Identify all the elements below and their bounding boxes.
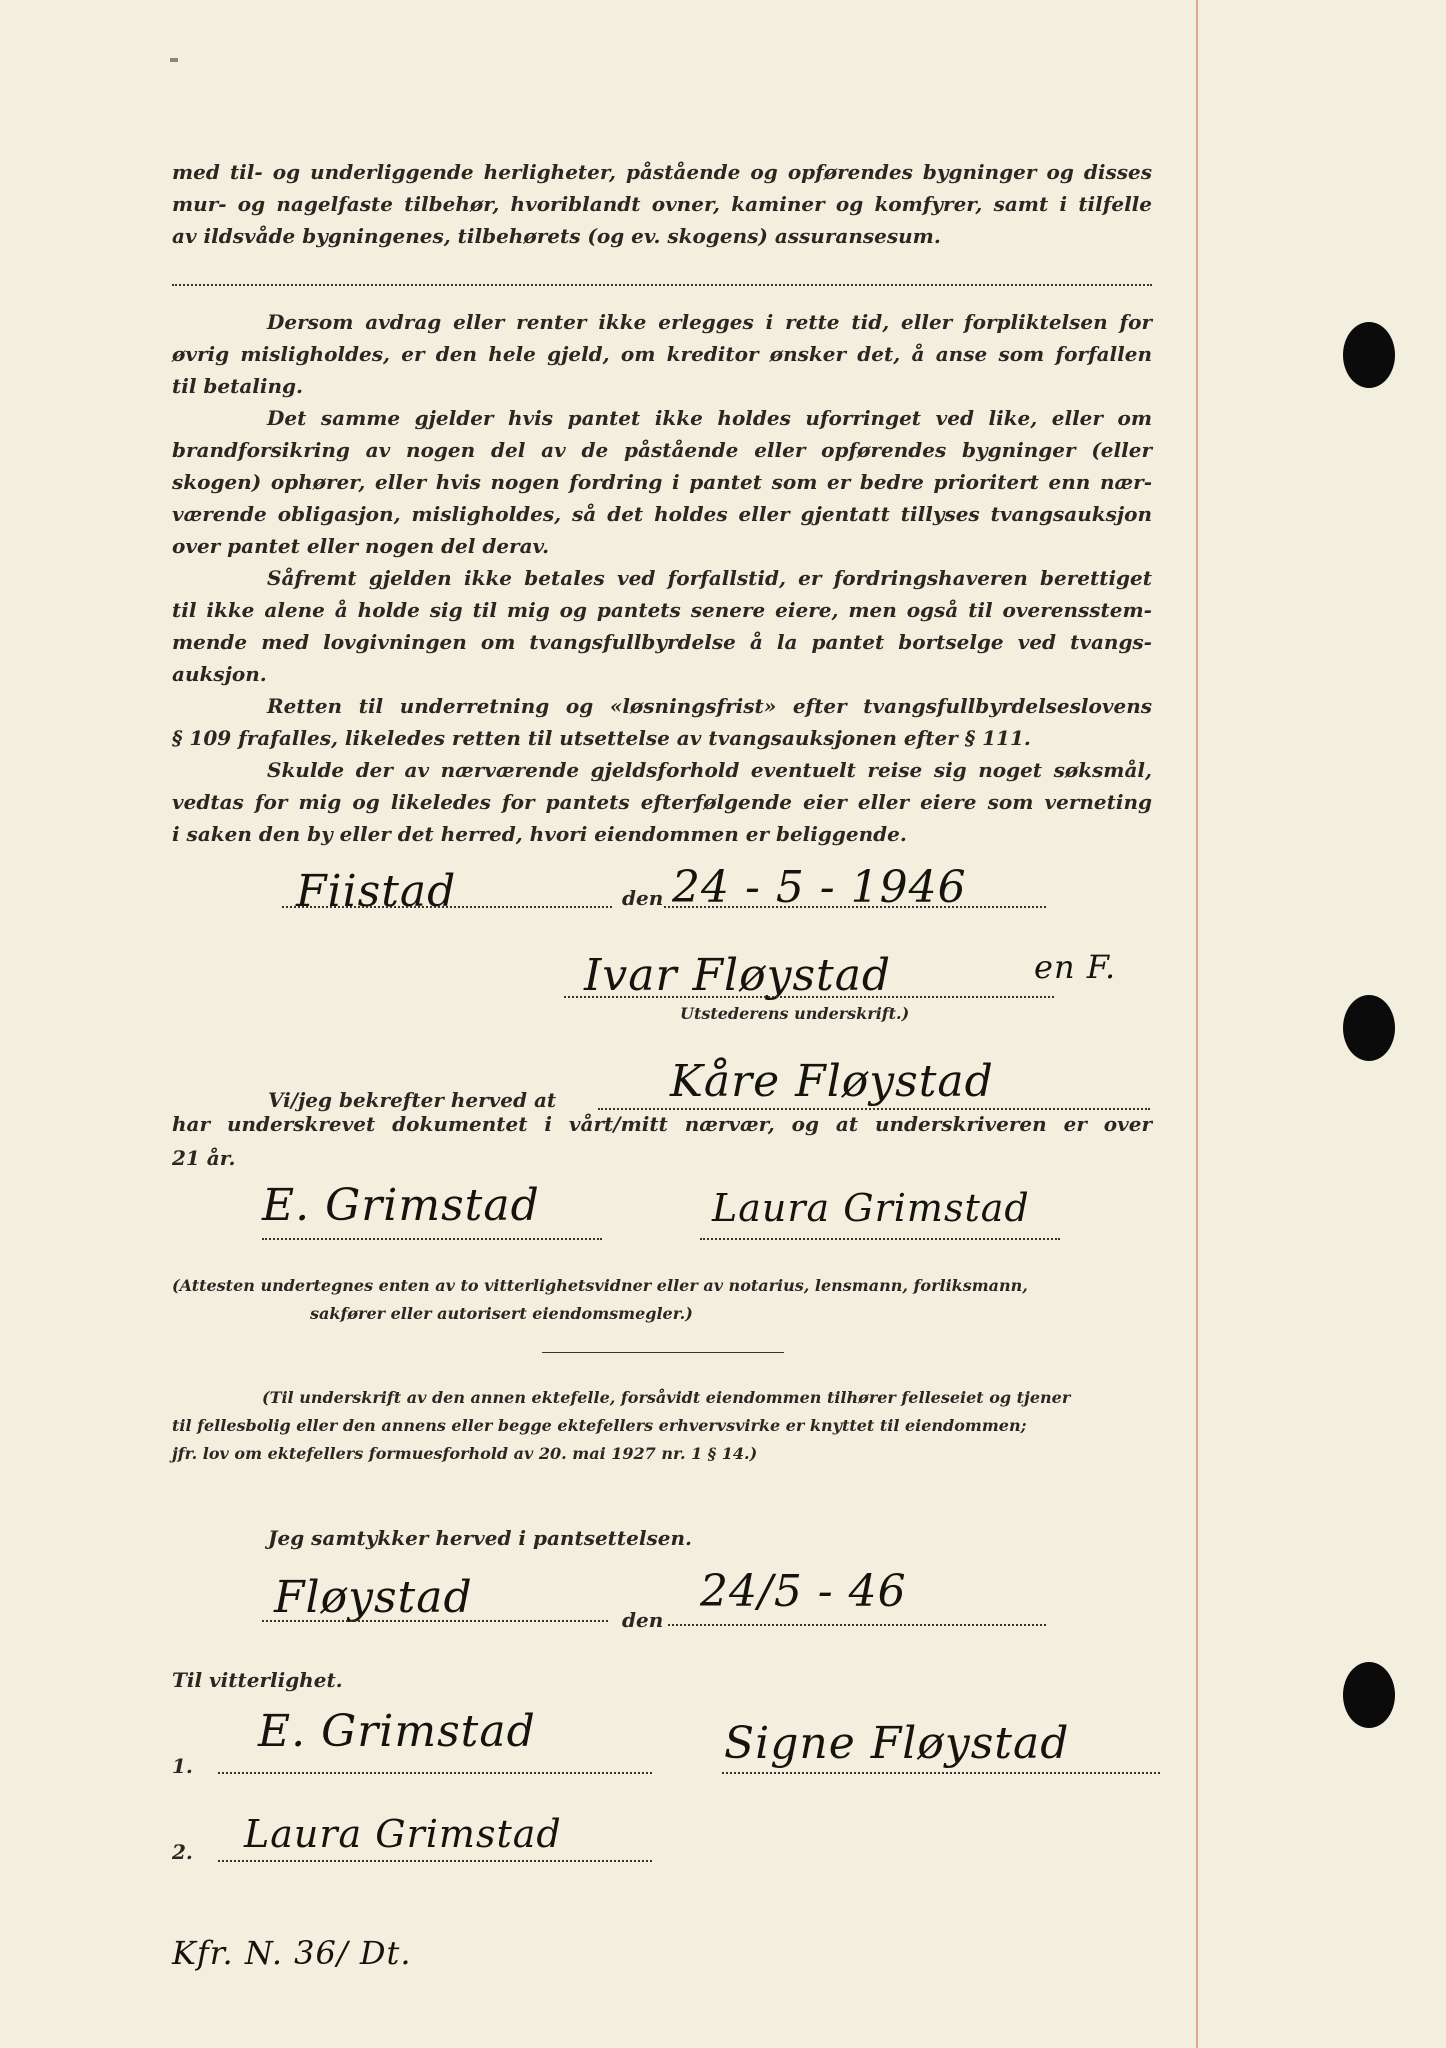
p3-line-1: Såfremt gjelden ikke betales ved forfallstid, er fordringshaveren berettiget <box>267 566 1152 590</box>
witness-1-dots <box>262 1238 602 1240</box>
punch-hole-middle <box>1343 995 1395 1061</box>
date-dots <box>664 906 1046 908</box>
p5-line-3: i saken den by eller det herred, hvori eiendommen er beliggende. <box>172 822 907 846</box>
p3-line-3: mende med lovgivningen om tvangsfullbyrdelse å la pantet bortselge ved tvangs- <box>172 630 1152 654</box>
spouse-note-3: jfr. lov om ektefellers formuesforhold av 20. mai 1927 nr. 1 § 14.) <box>172 1444 758 1463</box>
spouse-signature: Signe Fløystad <box>724 1718 1070 1769</box>
p3-line-2: til ikke alene å holde sig til mig og pantets senere eiere, men også til overensstem- <box>172 598 1152 622</box>
issuer-signature: Ivar Fløystad <box>584 950 892 1001</box>
den-label: den <box>622 886 664 910</box>
p2-line-4: værende obligasjon, misligholdes, så det holdes eller gjentatt tillyses tvangsauksjon <box>172 502 1152 526</box>
spouse-place-dots <box>262 1620 608 1622</box>
p1-line-1: Dersom avdrag eller renter ikke erlegges i rette tid, eller forpliktelsen for <box>267 310 1152 334</box>
separator-dots <box>172 284 1152 286</box>
attest-line-1: Vi/jeg bekrefter herved at <box>268 1088 557 1112</box>
margin-rule <box>1196 0 1198 2048</box>
signature-caption: Utstederens underskrift.) <box>680 1004 910 1023</box>
punch-hole-bottom <box>1343 1662 1395 1728</box>
spouse-witness-1-signature: E. Grimstad <box>258 1706 536 1757</box>
signature-dots <box>564 996 1054 998</box>
intro-line-2: mur- og nagelfaste tilbehør, hvoriblandt ovner, kaminer og komfyrer, samt i tilfelle <box>172 192 1152 216</box>
place-dots <box>282 906 612 908</box>
witness-number-1: 1. <box>172 1754 193 1778</box>
p2-line-5: over pantet eller nogen del derav. <box>172 534 550 558</box>
p4-line-2: § 109 frafalles, likeledes retten til utsettelse av tvangsauksjonen efter § 111. <box>172 726 1031 750</box>
spouse-witness-1-dots <box>218 1772 652 1774</box>
spouse-witness-2-signature: Laura Grimstad <box>244 1812 562 1856</box>
issue-date-handwritten: 24 - 5 - 1946 <box>672 862 967 913</box>
punch-hole-top <box>1343 322 1395 388</box>
p5-line-1: Skulde der av nærværende gjeldsforhold eventuelt reise sig noget søksmål, <box>267 758 1152 782</box>
spouse-place-handwritten: Fløystad <box>274 1572 473 1623</box>
edge-mark <box>170 58 178 62</box>
attest-note-2: sakfører eller autorisert eiendomsmegler.) <box>310 1304 693 1323</box>
confirmed-name-handwritten: Kåre Fløystad <box>670 1056 994 1107</box>
p4-line-1: Retten til underretning og «løsningsfrist» efter tvangsfullbyrdelseslovens <box>267 694 1152 718</box>
p3-line-4: auksjon. <box>172 662 267 686</box>
witness-2-dots <box>700 1238 1060 1240</box>
section-rule <box>542 1352 784 1353</box>
issuer-signature-suffix: en F. <box>1034 948 1117 986</box>
witness-number-2: 2. <box>172 1840 193 1864</box>
attest-witness-2-signature: Laura Grimstad <box>712 1186 1030 1230</box>
p1-line-2: øvrig misligholdes, er den hele gjeld, om kreditor ønsker det, å anse som forfallen <box>172 342 1152 366</box>
p5-line-2: vedtas for mig og likeledes for pantets efterfølgende eier eller eiere som verneting <box>172 790 1152 814</box>
issue-place-handwritten: Fiistad <box>296 866 457 917</box>
attest-note-1: (Attesten undertegnes enten av to vitterlighetsvidner eller av notarius, lensmann, forliksmann, <box>172 1276 1028 1295</box>
spouse-date-handwritten: 24/5 - 46 <box>700 1566 907 1617</box>
attest-line-3: 21 år. <box>172 1146 236 1170</box>
p2-line-1: Det samme gjelder hvis pantet ikke holdes uforringet ved like, eller om <box>267 406 1152 430</box>
spouse-date-dots <box>668 1624 1046 1626</box>
spouse-note-1: (Til underskrift av den annen ektefelle, forsåvidt eiendommen tilhører felleseiet og tjener <box>262 1388 1071 1407</box>
p2-line-3: skogen) ophører, eller hvis nogen fordring i pantet som er bedre prioritert enn nær- <box>172 470 1152 494</box>
spouse-note-2: til fellesbolig eller den annens eller begge ektefellers erhvervsvirke er knyttet til eiendommen; <box>172 1416 1027 1435</box>
footer-handwritten-note: Kfr. N. 36/ Dt. <box>172 1934 412 1972</box>
consent-text: Jeg samtykker herved i pantsettelsen. <box>268 1526 692 1550</box>
p1-line-3: til betaling. <box>172 374 303 398</box>
p2-line-2: brandforsikring av nogen del av de påstående eller opførendes bygninger (eller <box>172 438 1152 462</box>
intro-line-1: med til- og underliggende herligheter, påstående og opførendes bygninger og disses <box>172 160 1152 184</box>
attest-witness-1-signature: E. Grimstad <box>262 1180 540 1231</box>
attest-line-2: har underskrevet dokumentet i vårt/mitt nærvær, og at underskriveren er over <box>172 1112 1152 1136</box>
vitterlighet-label: Til vitterlighet. <box>172 1668 343 1692</box>
intro-line-3: av ildsvåde bygningenes, tilbehørets (og ev. skogens) assuransesum. <box>172 224 941 248</box>
spouse-witness-2-dots <box>218 1860 652 1862</box>
spouse-den-label: den <box>622 1608 664 1632</box>
spouse-signature-dots <box>722 1772 1160 1774</box>
